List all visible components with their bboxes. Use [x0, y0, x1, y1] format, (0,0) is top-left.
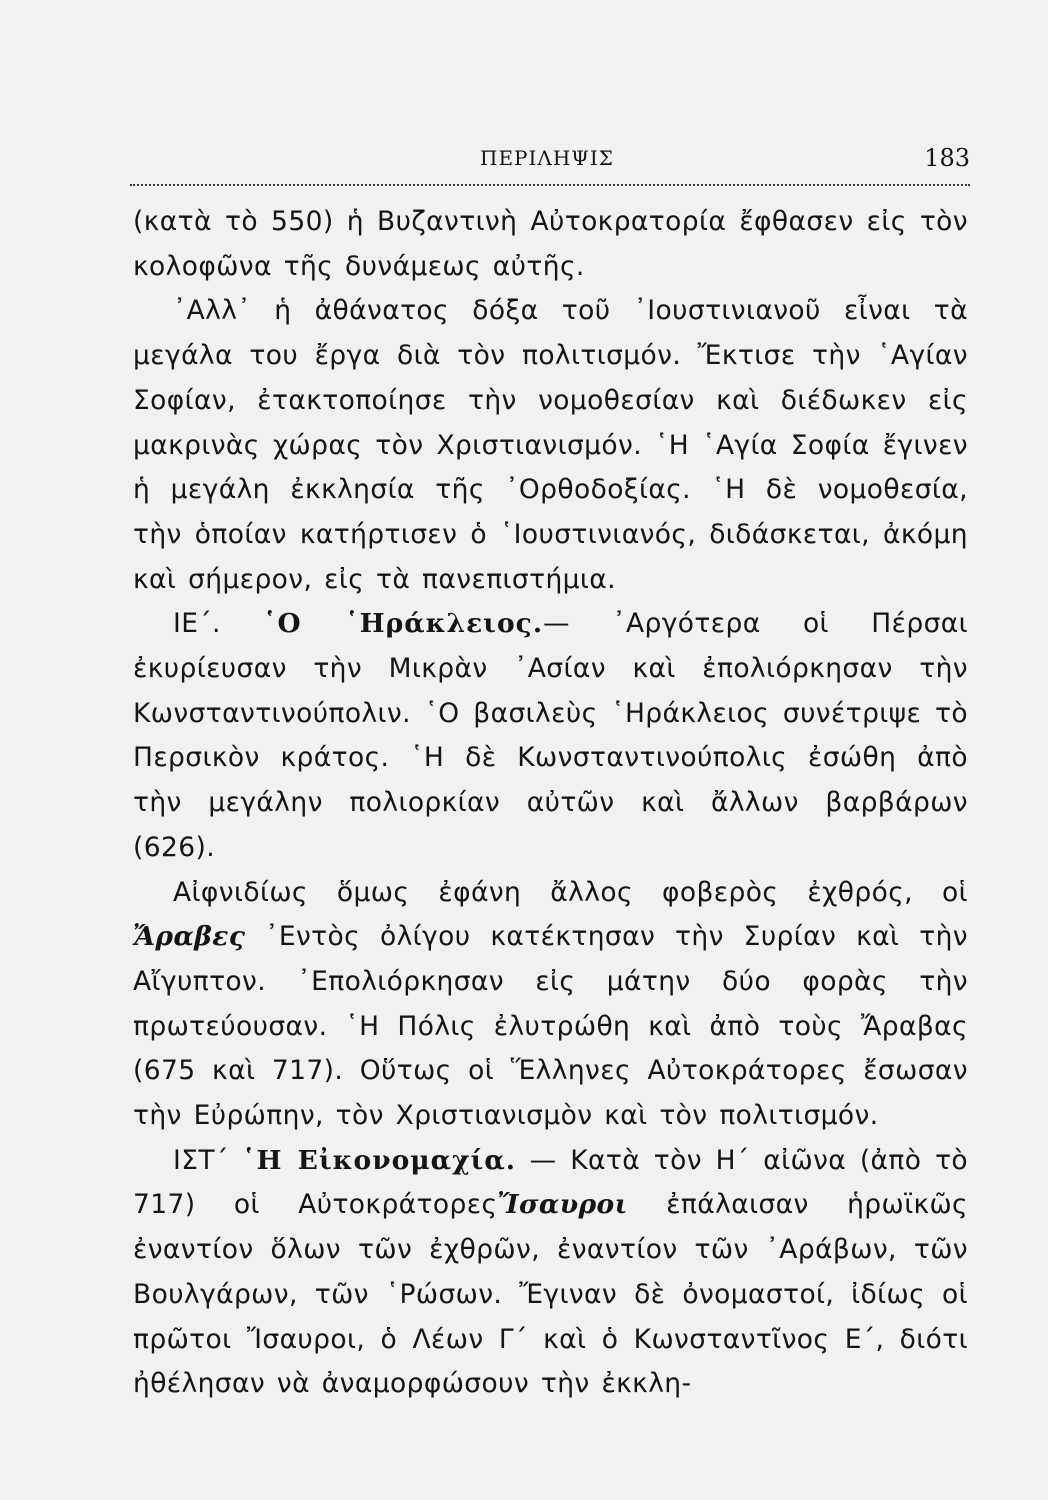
paragraph-lead: — Κατὰ τὸν Η΄ αἰῶνα (ἀπὸ τὸ 717) οἱ Αὐτοκράτορες [133, 1144, 969, 1221]
paragraph-text: ᾿Εντὸς ὀλίγου κατέκτησαν τὴν Συρίαν καὶ τὴν Αἴγυπτον. ᾿Επολιόρκησαν εἰς μάτην δύο φορὰς τὴν πρωτεύουσαν. ῾Η Πόλις ἐλυτρώθη καὶ ἀπὸ τοὺς Ἄραβας (675 καὶ 717). Οὕτως οἱ Ἕλληνες Αὐτοκράτορες ἔσωσαν τὴν Εὐρώπην, τὸν Χριστιανισμὸν καὶ τὸν πολιτισμόν. [133, 921, 968, 1132]
paragraph-heraclius [133, 602, 968, 870]
section-title: ῾Η Εἰκονομαχία. [242, 1144, 516, 1176]
section-title: ῾Ο ῾Ηράκλειος. [263, 608, 544, 640]
paragraph-iconoclasm [133, 1139, 968, 1407]
section-number: ΙΣΤ΄ [173, 1144, 229, 1176]
paragraph-lead: Αἰφνιδίως ὅμως ἐφάνη ἄλλος φοβερὸς ἐχθρός, οἱ [173, 876, 968, 908]
paragraph-text: ἐπάλαισαν ἡρωϊκῶς ἐναντίον ὅλων τῶν ἐχθρῶν, ἐναντίον τῶν ᾿Αράβων, τῶν Βουλγάρων, τῶν ῾Ρώσων. Ἔγιναν δὲ ὀνομαστοί, ἰδίως οἱ πρῶτοι Ἴσαυροι, ὁ Λέων Γ΄ καὶ ὁ Κωνσταντῖνος Ε΄, διότι ἠθέλησαν νὰ ἀναμορφώσουν τὴν ἐκκλη- [133, 1189, 969, 1400]
emphasis-term: Ἴσαυροι [497, 1189, 628, 1221]
page-number: 183 [924, 144, 970, 172]
paragraph-justinian: ᾿Αλλ᾿ ἡ ἀθάνατος δόξα τοῦ ᾿Ιουστινιανοῦ εἶναι τὰ μεγάλα του ἔργα διὰ τὸν πολιτισμόν. Ἔκτισε τὴν ῾Αγίαν Σοφίαν, ἐτακτοποίησε τὴν νομοθεσίαν καὶ διέδωκεν εἰς μακρινὰς χώρας τὸν Χριστιανισμόν. ῾Η ῾Αγία Σοφία ἔγινεν ἡ μεγάλη ἐκκλησία τῆς ᾿Ορθοδοξίας. ῾Η δὲ νομοθεσία, τὴν ὁποίαν κατήρτισεν ὁ ῾Ιουστινιανός, διδάσκεται, ἀκόμη καὶ σήμερον, εἰς τὰ πανεπιστήμια. [133, 295, 968, 595]
header-rule [130, 184, 970, 186]
running-header [130, 146, 970, 190]
paragraph-text: — ᾿Αργότερα οἱ Πέρσαι ἐκυρίευσαν τὴν Μικρὰν ᾿Ασίαν καὶ ἐπολιόρκησαν τὴν Κωνσταντινούπολιν. ῾Ο βασιλεὺς ῾Ηράκλειος συνέτριψε τὸ Περσικὸν κράτος. ῾Η δὲ Κωνσταντινούπολις ἐσώθη ἀπὸ τὴν μεγάλην πολιορκίαν αὐτῶν καὶ ἄλλων βαρβάρων (626). [133, 608, 968, 863]
section-number: ΙΕ΄. [173, 608, 221, 640]
running-title: ΠΕΡΙΛΗΨΙΣ [480, 146, 614, 170]
paragraph-continuation: (κατὰ τὸ 550) ἡ Βυζαντινὴ Αὐτοκρατορία ἔφθασεν εἰς τὸν κολοφῶνα τῆς δυνάμεως αὐτῆς. [133, 206, 968, 282]
body-text [133, 200, 968, 1407]
paragraph-arabs [133, 871, 968, 1139]
emphasis-term: Ἄραβες [133, 921, 246, 953]
